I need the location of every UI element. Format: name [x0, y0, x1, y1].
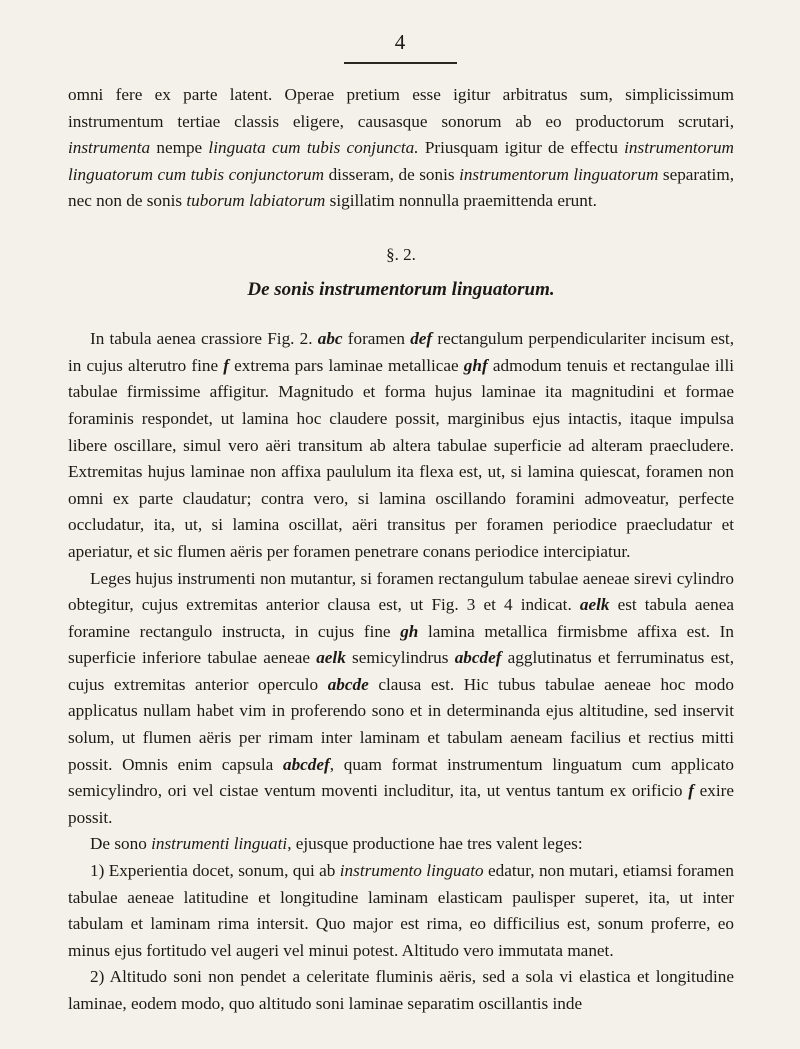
figure-label: abcdef [454, 648, 502, 668]
figure-label: abcdef [282, 754, 330, 774]
page-body [68, 82, 734, 1018]
section-title: De sonis instrumentorum linguatorum. [247, 278, 555, 300]
text: omni fere ex parte latent. Operae pretium esse igitur arbitratus sum, simplicissimum instrumentum tertiae classis eligere, causasque sonorum ab eo productorum scrutari, [68, 85, 734, 131]
figure-label: gh [400, 621, 419, 641]
section-mark: §. 2. [386, 244, 416, 264]
emphasis: linguata cum tubis conjuncta. [208, 138, 419, 158]
paragraph-3 [68, 566, 734, 832]
text: 1) Experientia docet, sonum, qui ab [90, 861, 340, 881]
text: separatim, nec non de sonis [68, 164, 734, 211]
text: rectangulum perpendiculariter incisum est, in cujus alterutro fine [68, 329, 734, 375]
figure-label: abc [317, 329, 343, 349]
figure-label: ghf [463, 355, 488, 375]
text: clausa est. Hic tubus tabulae aeneae hoc modo applicatus nullam habet vim in proferendo sono et in determinanda ejus altitudine, sed inservit solum, ut flumen aëris per rimam inter laminam et tabulam aeneam facilius et rectius mitti possit. Omnis enim capsula [68, 674, 734, 774]
text: disseram, de sonis [324, 164, 460, 184]
emphasis: instrumenta [68, 138, 151, 158]
law-2 [68, 964, 734, 1017]
emphasis: instrumento linguato [339, 861, 484, 881]
text: Priusquam igitur de effectu [418, 138, 625, 158]
text: lamina metallica firmisbme affixa est. In superficie inferiore tabulae aeneae [68, 621, 735, 668]
text: est tabula aenea foramine rectangulo instructa, in cujus fine [68, 595, 734, 641]
text: edatur, non mutari, etiamsi foramen tabulae aeneae latitudine et longitudine laminam elasticam paulisper superet, ita, ut inter tabulam et laminam rima intersit. Quo major est rima, eo difficilius est, sonum proferre, eo minus ejus fortitudo vel augeri vel minui potest. Altitudo vero immutata manet. [68, 861, 735, 960]
text: sigillatim nonnulla praemittenda erunt. [325, 191, 597, 211]
text: , ejusque productione hae tres valent leges: [287, 834, 583, 854]
emphasis: instrumenti linguati [151, 834, 288, 854]
text: admodum tenuis et rectangulae illi tabulae firmissime affigitur. Magnitudo et forma hujus laminae ita magnitudini et formae foraminis respondet, ut lamina hoc claudere possit, marginibus ejus intactis, itaque impulsa libere oscillare, simul vero aëri transitum ab altera tabulae superficie ad alteram praecludere. Extremitas hujus laminae non affixa paululum ita flexa est, ut, si lamina quiescat, foramen non omni ex parte claudatur; contra vero, si lamina oscillando foramini admoveatur, perfecte occludatur, ita, ut, si lamina oscillat, aëri transitus per foramen periodice praecludatur et aperiatur, et sic flumen aëris per foramen penetrare conans periodice intercipiatur. [68, 355, 734, 561]
paragraph-1 [68, 82, 734, 215]
figure-label: abcde [327, 674, 369, 694]
figure-label: aelk [316, 648, 346, 668]
header-rule [344, 62, 457, 64]
law-1 [68, 858, 734, 964]
figure-label: def [410, 329, 433, 349]
text: exire possit. [68, 781, 734, 827]
text: , quam format instrumentum linguatum cum applicato semicylindro, ori vel cistae ventum moventi includitur, ita, ut ventus tantum ex orificio [68, 754, 735, 801]
paragraph-2 [68, 326, 734, 565]
text: semicylindrus [345, 648, 455, 668]
text: agglutinatus et ferruminatus est, cujus extremitas anterior operculo [68, 648, 734, 694]
text: Leges hujus instrumenti non mutantur, si foramen rectangulum tabulae aeneae sirevi cylindro obtegitur, cujus extremitas anterior clausa est, ut Fig. 3 et 4 indicat. [68, 568, 734, 615]
emphasis: instrumentorum linguatorum cum tubis conjunctorum [68, 138, 734, 184]
text: De sono [90, 834, 152, 854]
text: 2) Altitudo soni non pendet a celeritate fluminis aëris, sed a sola vi elastica et longitudine laminae, eodem modo, quo altitudo soni laminae separatim oscillantis inde [68, 967, 734, 1013]
text: nempe [150, 138, 209, 158]
text: In tabula aenea crassiore Fig. 2. [90, 329, 318, 349]
text: foramen [342, 329, 411, 349]
text: extrema pars laminae metallicae [228, 355, 464, 375]
page-number: 4 [394, 30, 406, 54]
figure-label: f [223, 355, 229, 375]
figure-label: f [688, 781, 694, 801]
paragraph-4 [68, 831, 734, 858]
emphasis: instrumentorum linguatorum [459, 164, 659, 184]
emphasis: tuborum labiatorum [186, 191, 326, 211]
figure-label: aelk [579, 595, 610, 615]
